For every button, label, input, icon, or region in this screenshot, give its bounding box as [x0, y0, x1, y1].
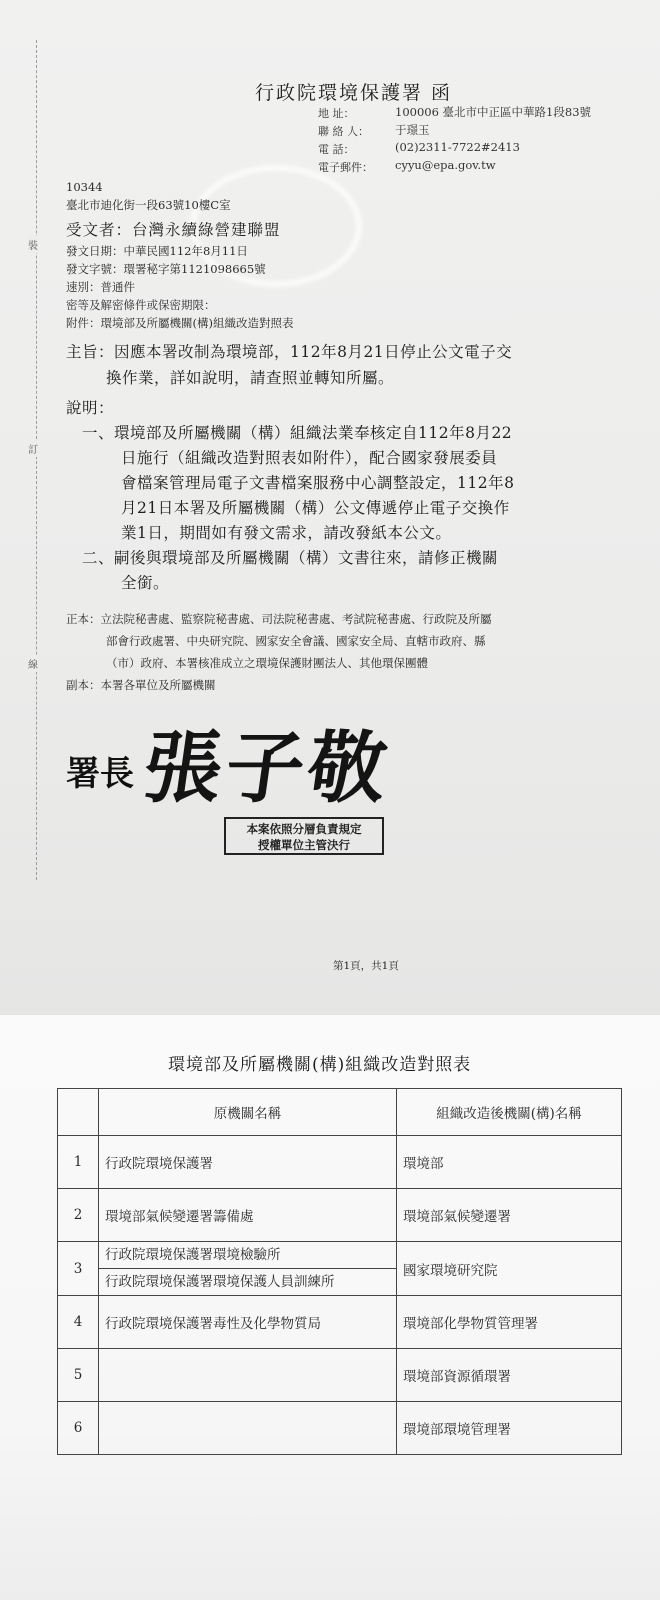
- table-row: [58, 1136, 622, 1189]
- document-number: 發文字號：環署秘字第1121098665號: [66, 262, 266, 276]
- subject-line: 換作業，詳如說明，請查照並轉知所屬。: [106, 369, 395, 387]
- row-num: 6: [58, 1402, 99, 1455]
- original-name: [99, 1402, 397, 1455]
- new-name: 環境部: [397, 1136, 622, 1189]
- original-name-group: [99, 1242, 397, 1296]
- subject-line: 主旨：因應本署改制為環境部，112年8月21日停止公文電子交: [66, 343, 513, 361]
- row-num: 3: [58, 1242, 99, 1296]
- original-name: 行政院環境保護署毒性及化學物質局: [99, 1296, 397, 1349]
- explanation-line: 全銜。: [121, 574, 170, 592]
- stamp-line: 授權單位主管決行: [258, 838, 350, 852]
- explanation-line: 業1日，期間如有發文需求，請改發紙本公文。: [121, 524, 452, 542]
- postal-code: 10344: [66, 180, 103, 194]
- binding-line: [36, 40, 37, 880]
- issue-date: 發文日期：中華民國112年8月11日: [66, 244, 248, 258]
- table-row: [58, 1349, 622, 1402]
- explanation-line: 二、嗣後與環境部及所屬機關（構）文書往來，請修正機關: [82, 549, 499, 567]
- original-name: 行政院環境保護署: [99, 1136, 397, 1189]
- security-class: 密等及解密條件或保密期限：: [66, 298, 216, 312]
- agency-title: 行政院環境保護署 函: [255, 82, 453, 104]
- binding-mark: 線: [28, 655, 38, 672]
- contact-email: cyyu@epa.gov.tw: [395, 158, 496, 172]
- contact-address: 100006 臺北市中正區中華路1段83號: [395, 105, 592, 119]
- table-row: [58, 1189, 622, 1242]
- speed-class: 速別：普通件: [66, 280, 135, 294]
- contact-person: 于璟玉: [395, 123, 430, 137]
- header-original: 原機關名稱: [99, 1089, 397, 1136]
- cc-main-line: 部會行政處署、中央研究院、國家安全會議、國家安全局、直轄市政府、縣: [106, 634, 486, 648]
- attachment-title: 環境部及所屬機關(構)組織改造對照表: [168, 1055, 472, 1075]
- binding-mark: 訂: [28, 440, 38, 457]
- table-row: [58, 1242, 622, 1296]
- explanation-label: 說明：: [66, 399, 115, 417]
- explanation-line: 一、環境部及所屬機關（構）組織法業奉核定自112年8月22: [82, 424, 513, 442]
- new-name: 環境部資源循環署: [397, 1349, 622, 1402]
- comparison-table: [57, 1088, 622, 1455]
- new-name: 環境部化學物質管理署: [397, 1296, 622, 1349]
- header-num: [58, 1089, 99, 1136]
- page-number: 第1頁，共1頁: [333, 960, 399, 972]
- attachment-line: 附件：環境部及所屬機關(構)組織改造對照表: [66, 316, 294, 330]
- contact-label: 電子郵件：: [318, 161, 373, 174]
- explanation-line: 月21日本署及所屬機關（構）公文傳遞停止電子交換作: [121, 499, 510, 517]
- authorization-stamp: [224, 817, 384, 855]
- table-header-row: [58, 1089, 622, 1136]
- new-name: 環境部氣候變遷署: [397, 1189, 622, 1242]
- new-name: 國家環境研究院: [397, 1242, 622, 1296]
- header-new: 組織改造後機關(構)名稱: [397, 1089, 622, 1136]
- original-name: 行政院環境保護署環境保護人員訓練所: [99, 1268, 396, 1295]
- signer-title: 署長: [66, 754, 134, 794]
- cc-main-line: （市）政府、本署核准成立之環境保護財團法人、其他環保團體: [106, 656, 428, 670]
- binding-mark: 裝: [28, 236, 38, 253]
- cc-main-line: 正本：立法院秘書處、監察院秘書處、司法院秘書處、考試院秘書處、行政院及所屬: [66, 612, 492, 626]
- row-num: 2: [58, 1189, 99, 1242]
- cc-copy: 副本：本署各單位及所屬機關: [66, 678, 216, 692]
- table-row: [58, 1296, 622, 1349]
- stamp-line: 本案依照分層負責規定: [246, 822, 362, 836]
- row-num: 4: [58, 1296, 99, 1349]
- original-name: 行政院環境保護署環境檢驗所: [105, 1247, 281, 1263]
- recipient-address: 臺北市迪化街一段63號10樓C室: [66, 198, 231, 212]
- contact-phone: (02)2311-7722#2413: [395, 140, 520, 154]
- table-row: [58, 1402, 622, 1455]
- row-num: 1: [58, 1136, 99, 1189]
- row-num: 5: [58, 1349, 99, 1402]
- contact-label: 電 話：: [318, 143, 355, 156]
- original-name: [99, 1349, 397, 1402]
- recipient: 受文者：台灣永續綠營建聯盟: [66, 221, 281, 239]
- original-name: 環境部氣候變遷署籌備處: [99, 1189, 397, 1242]
- explanation-line: 會檔案管理局電子文書檔案服務中心調整設定，112年8: [121, 474, 515, 492]
- signature: 張子敬: [137, 723, 397, 814]
- contact-label: 聯 絡 人：: [318, 125, 369, 138]
- contact-label: 地 址：: [318, 107, 355, 120]
- explanation-line: 日施行（組織改造對照表如附件），配合國家發展委員: [121, 449, 498, 467]
- new-name: 環境部環境管理署: [397, 1402, 622, 1455]
